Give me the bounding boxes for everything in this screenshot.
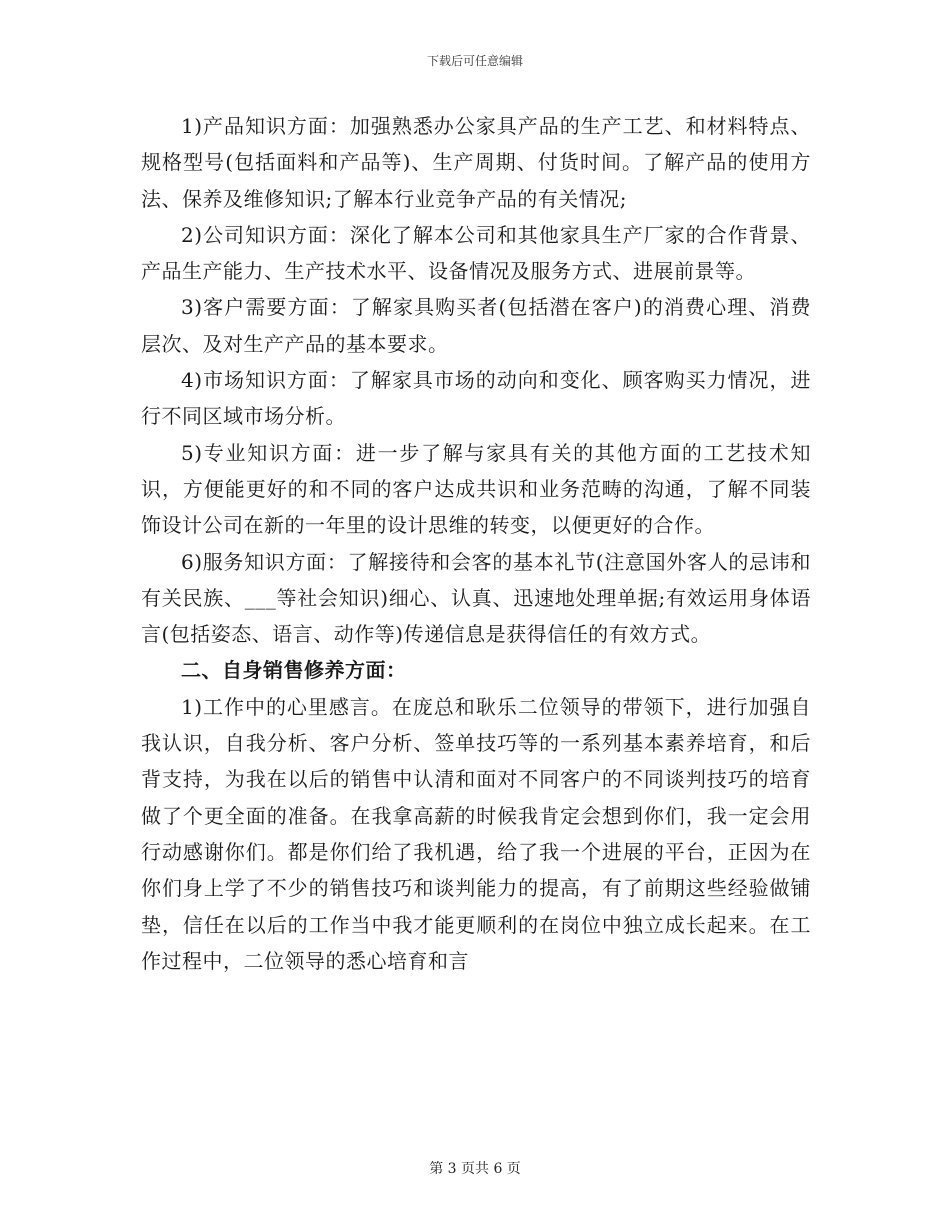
paragraph-service-knowledge: 6)服务知识方面：了解接待和会客的基本礼节(注意国外客人的忌讳和有关民族、___等社会知识)细心、认真、迅速地处理单据;有效运用身体语言(包括姿态、语言、动作等)传递信息是获得信任的有效方式。 [141, 549, 811, 647]
page-header: 下载后可任意编辑 [426, 54, 523, 68]
section-heading: 二、自身销售修养方面： [181, 658, 407, 683]
paragraph-work-reflection: 1)工作中的心里感言。在庞总和耿乐二位领导的带领下，进行加强自我认识，自我分析、客户分析、签单技巧等的一系列基本素养培育，和后背支持，为我在以后的销售中认清和面对不同客户的不同谈判技巧的培育做了个更全面的准备。在我拿高薪的时候我肯定会想到你们，我一定会用行动感谢你们。都是你们给了我机遇，给了我一个进展的平台，正因为在你们身上学了不少的销售技巧和谈判能力的提高，有了前期这些经验做铺垫，信任在以后的工作当中我才能更顺利的在岗位中独立成长起来。在工作过程中，二位领导的悉心培育和言 [141, 694, 811, 973]
paragraph-market-knowledge: 4)市场知识方面：了解家具市场的动向和变化、顾客购买力情况，进行不同区域市场分析。 [141, 368, 811, 429]
paragraph-company-knowledge: 2)公司知识方面：深化了解本公司和其他家具生产厂家的合作背景、产品生产能力、生产技术水平、设备情况及服务方式、进展前景等。 [141, 222, 811, 284]
document-body [141, 108, 811, 979]
paragraph-professional-knowledge: 5)专业知识方面：进一步了解与家具有关的其他方面的工艺技术知识，方便能更好的和不同的客户达成共识和业务范畴的沟通，了解不同装饰设计公司在新的一年里的设计思维的转变，以便更好的合作。 [141, 440, 811, 538]
paragraph-customer-needs: 3)客户需要方面：了解家具购买者(包括潜在客户)的消费心理、消费层次、及对生产产品的基本要求。 [141, 295, 811, 356]
page-number-footer: 第 3 页共 6 页 [429, 1161, 521, 1177]
paragraph-product-knowledge: 1)产品知识方面：加强熟悉办公家具产品的生产工艺、和材料特点、规格型号(包括面料和产品等)、生产周期、付货时间。了解产品的使用方法、保养及维修知识;了解本行业竞争产品的有关情况; [141, 114, 811, 211]
